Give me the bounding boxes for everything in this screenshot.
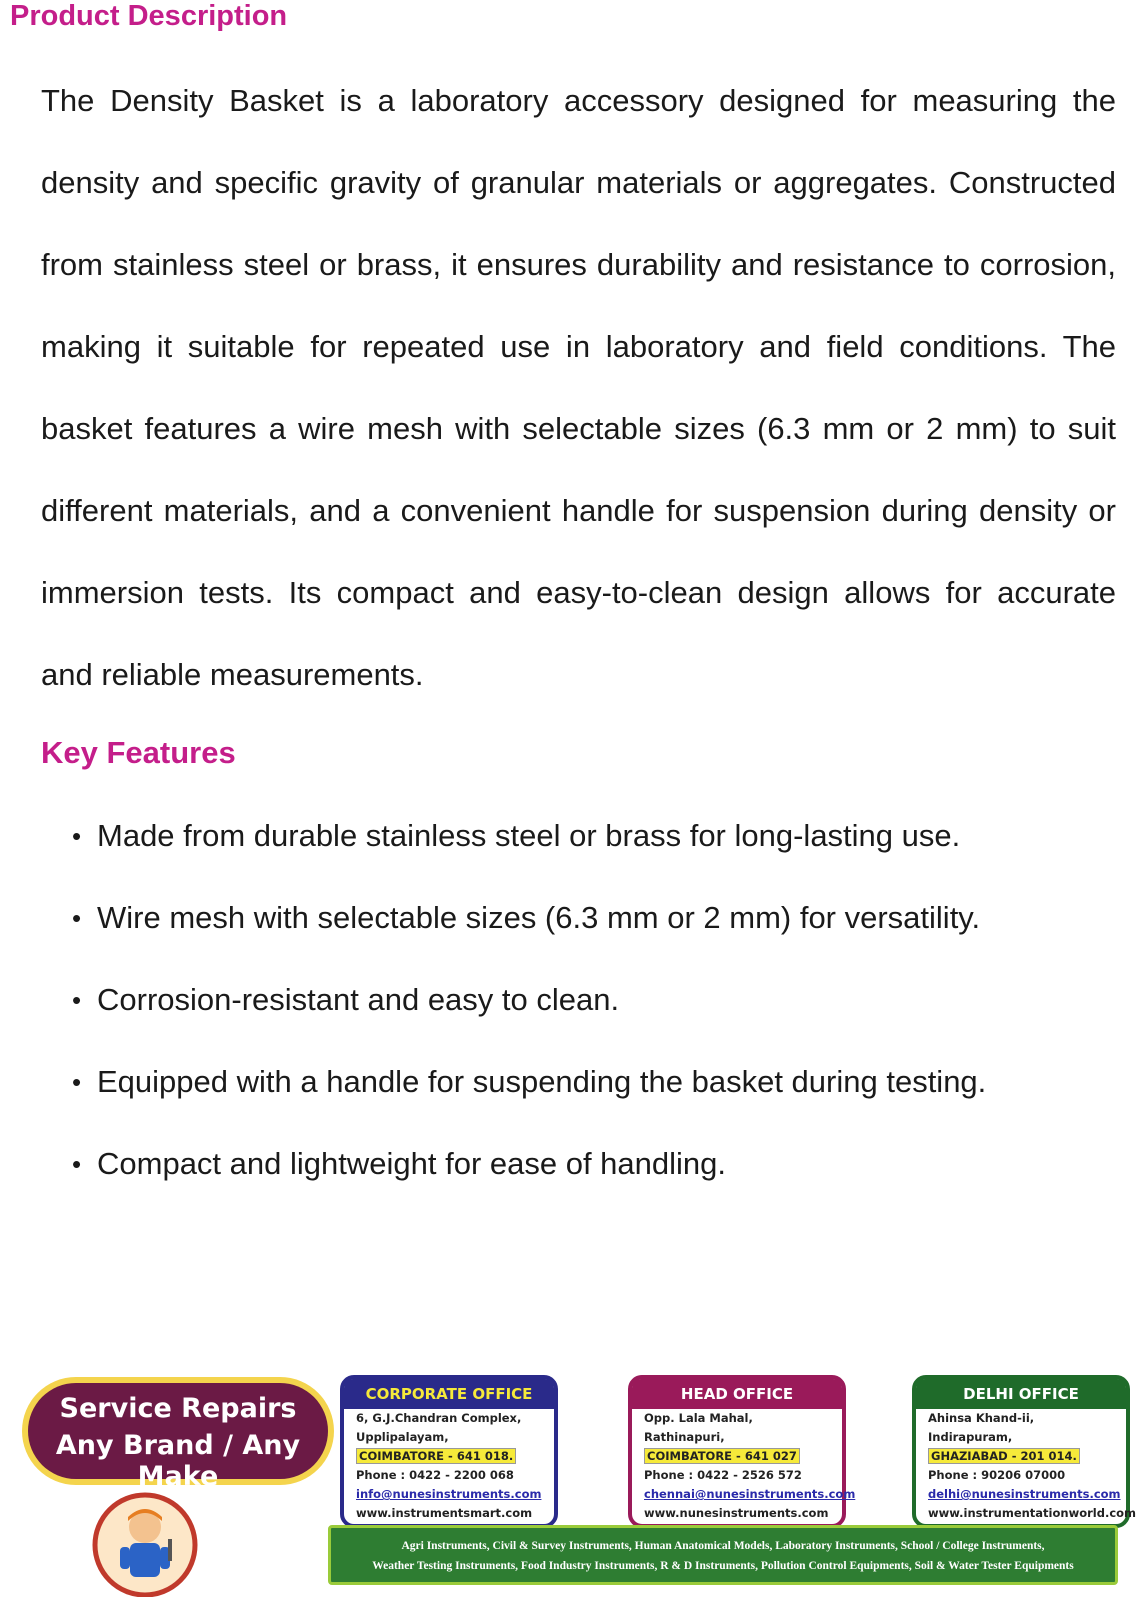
service-repairs-badge xyxy=(28,1383,328,1492)
office-address-line: Ahinsa Khand-ii, xyxy=(928,1411,1035,1425)
feature-item: • Made from durable stainless steel or brass for long-lasting use. xyxy=(72,795,1112,877)
office-website[interactable]: www.nunesinstruments.com xyxy=(644,1506,829,1520)
office-city: GHAZIABAD - 201 014. xyxy=(928,1448,1080,1464)
office-title: HEAD OFFICE xyxy=(632,1379,842,1409)
office-address-line: Upplipalayam, xyxy=(356,1430,449,1444)
feature-item: • Wire mesh with selectable sizes (6.3 mm or 2 mm) for versatility. xyxy=(72,877,1112,959)
service-line1: Service Repairs xyxy=(59,1393,297,1424)
banner-line2: Weather Testing Instruments, Food Industry Instruments, R & D Instruments, Pollution Control Equipments, Soil & Water Tester Equipments xyxy=(372,1560,1074,1572)
feature-item: • Equipped with a handle for suspending the basket during testing. xyxy=(72,1041,1112,1123)
office-title: DELHI OFFICE xyxy=(916,1379,1126,1409)
office-address-line: 6, G.J.Chandran Complex, xyxy=(356,1411,522,1425)
product-categories-banner xyxy=(328,1525,1118,1585)
office-city: COIMBATORE - 641 027 xyxy=(644,1448,800,1464)
page-title: Product Description xyxy=(10,0,288,32)
office-website[interactable]: www.instrumentationworld.com xyxy=(928,1506,1137,1520)
banner-line1: Agri Instruments, Civil & Survey Instruments, Human Anatomical Models, Laboratory Instruments, School / College Instruments, xyxy=(401,1540,1045,1552)
office-phone: Phone : 0422 - 2526 572 xyxy=(644,1468,802,1482)
corporate-office-card xyxy=(340,1375,558,1528)
office-website[interactable]: www.instrumentsmart.com xyxy=(356,1506,533,1520)
product-description: The Density Basket is a laboratory accessory designed for measuring the density and specific gravity of granular materials or aggregates. Constructed from stainless steel or brass, it ensures durability and resistance to corrosion, making it suitable for repeated use in laboratory and field conditions. The basket features a wire mesh with selectable sizes (6.3 mm or 2 mm) to suit different materials, and a convenient handle for suspension during density or immersion tests. Its compact and easy-to-clean design allows for accurate and reliable measurements. xyxy=(41,83,1116,692)
office-address-line: Rathinapuri, xyxy=(644,1430,725,1444)
service-line2: Any Brand / Any Make xyxy=(55,1430,301,1492)
feature-item: • Compact and lightweight for ease of handling. xyxy=(72,1123,1112,1205)
office-phone: Phone : 90206 07000 xyxy=(928,1468,1066,1482)
key-features-heading: Key Features xyxy=(41,735,236,770)
office-email-link[interactable]: info@nunesinstruments.com xyxy=(356,1487,542,1501)
office-phone: Phone : 0422 - 2200 068 xyxy=(356,1468,514,1482)
features-list xyxy=(72,795,1112,1205)
office-email-link[interactable]: delhi@nunesinstruments.com xyxy=(928,1487,1121,1501)
office-title: CORPORATE OFFICE xyxy=(344,1379,554,1409)
feature-item: • Corrosion-resistant and easy to clean. xyxy=(72,959,1112,1041)
office-address-line: Opp. Lala Mahal, xyxy=(644,1411,753,1425)
office-address-line: Indirapuram, xyxy=(928,1430,1013,1444)
delhi-office-card xyxy=(912,1375,1137,1528)
head-office-card xyxy=(628,1375,856,1528)
repairman-mascot-icon xyxy=(80,1487,210,1597)
office-city: COIMBATORE - 641 018. xyxy=(356,1448,516,1464)
office-email-link[interactable]: chennai@nunesinstruments.com xyxy=(644,1487,856,1501)
footer xyxy=(0,1375,1140,1600)
